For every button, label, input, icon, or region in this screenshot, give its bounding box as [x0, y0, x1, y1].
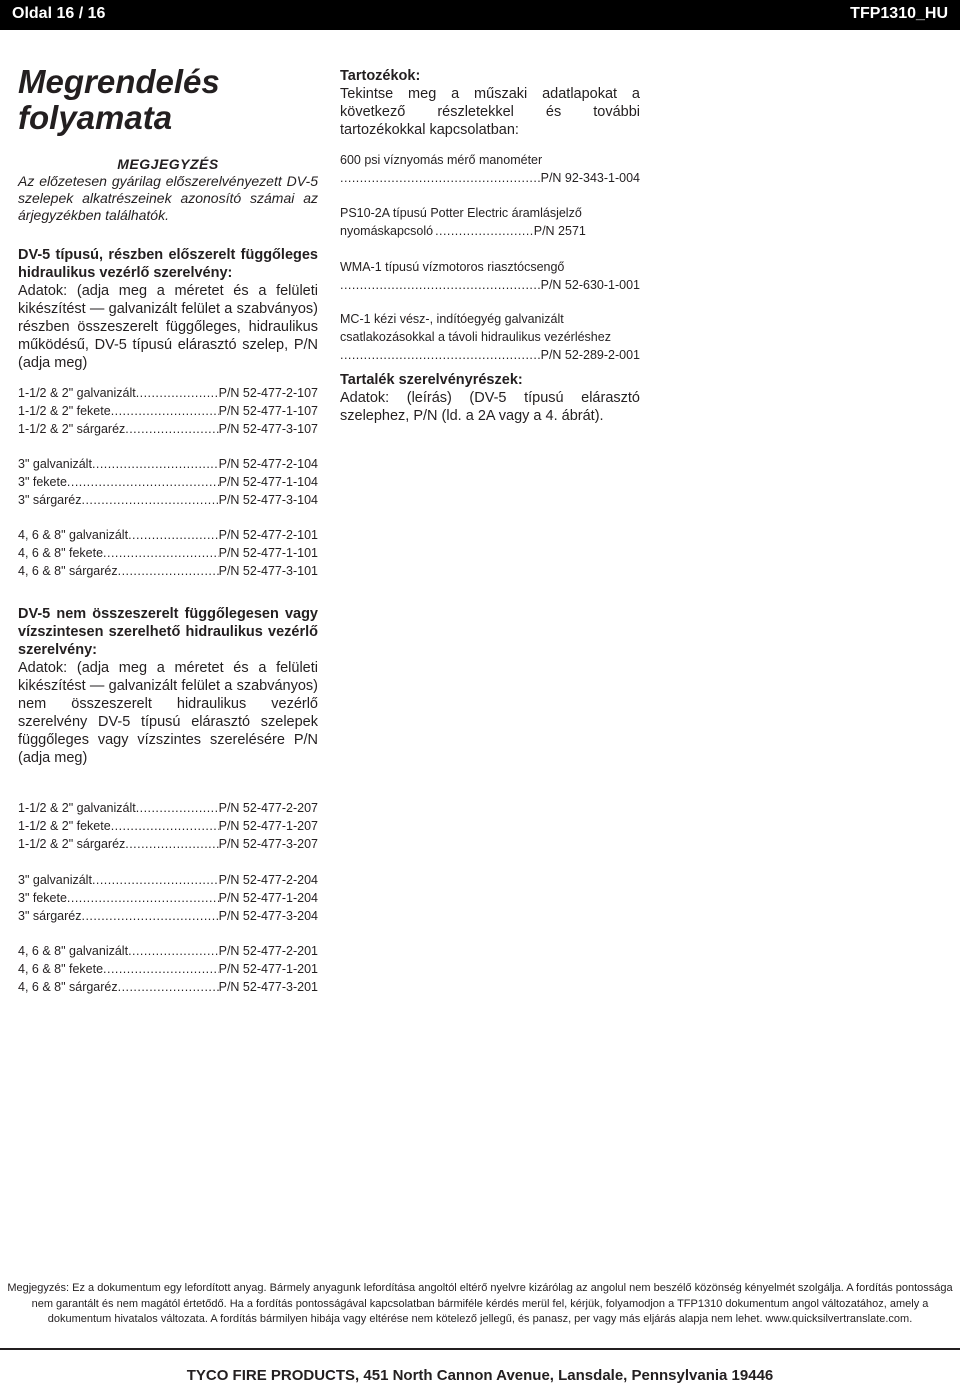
- accessory-item: WMA-1 típusú vízmotoros riasztócsengő . . . P/N 52-630-1-001: [340, 258, 640, 294]
- spares-text: Adatok: (leírás) (DV-5 típusú elárasztó szelephez, P/N (ld. a 2A vagy a 4. ábrát).: [340, 390, 640, 424]
- part-line: PS10-2A típusú Potter Electric áramlásjelző nyomáskapcsoló . . . . . . . . . . . . . . . . . . . . . . . . . P/N 2571: [340, 206, 586, 238]
- part-list-group: [18, 385, 318, 438]
- part-line: 3" sárgaréz . . . P/N 52-477-3-104: [18, 492, 318, 510]
- company-address: TYCO FIRE PRODUCTS, 451 North Cannon Avenue, Lansdale, Pennsylvania 19446: [186, 1367, 774, 1384]
- part-line: 1-1/2 & 2" sárgaréz . . . P/N 52-477-3-207: [18, 836, 318, 854]
- section-preassembled: [18, 246, 318, 372]
- accessory-item: [340, 204, 640, 240]
- part-line: 1-1/2 & 2" galvanizált . . . P/N 52-477-2-207: [18, 800, 318, 818]
- part-line: 1-1/2 & 2" sárgaréz . . . P/N 52-477-3-107: [18, 421, 318, 439]
- accessories-heading: Tartozékok:: [340, 68, 421, 84]
- part-line: 4, 6 & 8" fekete . . . P/N 52-477-1-101: [18, 545, 318, 563]
- part-line: . . . P/N 52-289-2-001: [340, 346, 640, 364]
- part-line: 3" galvanizált . . . P/N 52-477-2-204: [18, 872, 318, 890]
- section-preassembled-heading: DV-5 típusú, részben előszerelt függőleges hidraulikus vezérlő szerelvény:: [18, 247, 318, 281]
- translation-disclaimer: Megjegyzés: Ez a dokumentum egy lefordított anyag. Bármely anyagunk lefordítása angoltól eltérő nyelvre kizárólag az angolul nem beszélő közönség kényelmét szolgálja. A fordítás pontossága nem garantált és nem magától értetődő. Ha a fordítás pontosságával kapcsolatban bármiféle kérdés merül fel, kérjük, folyamodjon a TFP1310 dokumentum angol változatához, amely a dokumentum hivatalos változata. A fordítás bármilyen hibája vagy eltérése nem kötelező jellegű, és panasz, per vagy más eljárás alapja nem lehet. www.quicksilvertranslate.com.: [7, 1282, 953, 1325]
- spares-heading: Tartalék szerelvényrészek:: [340, 372, 523, 388]
- page-header: [0, 0, 960, 30]
- part-line: 3" sárgaréz . . . P/N 52-477-3-204: [18, 908, 318, 926]
- part-line: 1-1/2 & 2" fekete . . . P/N 52-477-1-107: [18, 403, 318, 421]
- section-unassembled-body: Adatok: (adja meg a méretet és a felületi kikészítést — galvanizált felület a szabványos) nem összeszerelt hidraulikus vezérlő szerelvény DV-5 típusú elárasztó szelepek függőleges vagy vízszintes szerelésére P/N (adja meg): [18, 660, 318, 766]
- part-list-group: [18, 456, 318, 509]
- part-list-group: [18, 527, 318, 580]
- section-preassembled-body: Adatok: (adja meg a méretet és a felületi kikészítést — galvanizált felület a szabványos) részben összeszerelt függőleges, hidraulikus működésű, DV-5 típusú elárasztó szelep, P/N (adja meg): [18, 283, 318, 371]
- accessories-intro: Tekintse meg a műszaki adatlapokat a következő részletekkel és további tartozékokkal kapcsolatban:: [340, 86, 640, 138]
- part-line: . . . P/N 52-630-1-001: [340, 276, 640, 294]
- note-text: Az előzetesen gyárilag előszerelvényezett DV-5 szelepek alkatrészeinek azonosító számai az árjegyzékben találhatók.: [18, 173, 318, 223]
- part-line: 3" fekete . . . P/N 52-477-1-204: [18, 890, 318, 908]
- part-line: 1-1/2 & 2" galvanizált . . . P/N 52-477-2-107: [18, 385, 318, 403]
- part-list-group: [18, 872, 318, 925]
- part-line: 3" galvanizált . . . P/N 52-477-2-104: [18, 456, 318, 474]
- note-heading: MEGJEGYZÉS: [117, 156, 219, 172]
- part-line: 4, 6 & 8" galvanizált . . . P/N 52-477-2-101: [18, 527, 318, 545]
- part-list-group: [18, 943, 318, 996]
- note-box: [18, 156, 318, 224]
- spares-section: [340, 371, 640, 425]
- part-line: 4, 6 & 8" sárgaréz . . . P/N 52-477-3-101: [18, 563, 318, 581]
- accessories-section: [340, 67, 640, 139]
- part-line: 4, 6 & 8" sárgaréz . . . P/N 52-477-3-201: [18, 979, 318, 997]
- part-list-group: [18, 800, 318, 853]
- footer-divider: [0, 1348, 960, 1350]
- accessory-item: MC-1 kézi vész-, indítóegyég galvanizált csatlakozásokkal a távoli hidraulikus vezérléshez . . . P/N 52-289-2-001: [340, 310, 640, 364]
- accessory-item: 600 psi víznyomás mérő manométer . . . P/N 92-343-1-004: [340, 151, 640, 187]
- part-line: . . . P/N 92-343-1-004: [340, 169, 640, 187]
- part-line: 1-1/2 & 2" fekete . . . P/N 52-477-1-207: [18, 818, 318, 836]
- part-line: 3" fekete . . . P/N 52-477-1-104: [18, 474, 318, 492]
- part-line: 4, 6 & 8" galvanizált . . . P/N 52-477-2-201: [18, 943, 318, 961]
- document-id: TFP1310_HU: [850, 5, 948, 22]
- part-line: 4, 6 & 8" fekete . . . P/N 52-477-1-201: [18, 961, 318, 979]
- section-unassembled-heading: DV-5 nem összeszerelt függőlegesen vagy vízszintesen szerelhető hidraulikus vezérlő szerelvény:: [18, 606, 318, 658]
- page-title: Megrendelés folyamata: [18, 63, 220, 136]
- section-unassembled: [18, 605, 318, 767]
- page-number: Oldal 16 / 16: [12, 5, 106, 22]
